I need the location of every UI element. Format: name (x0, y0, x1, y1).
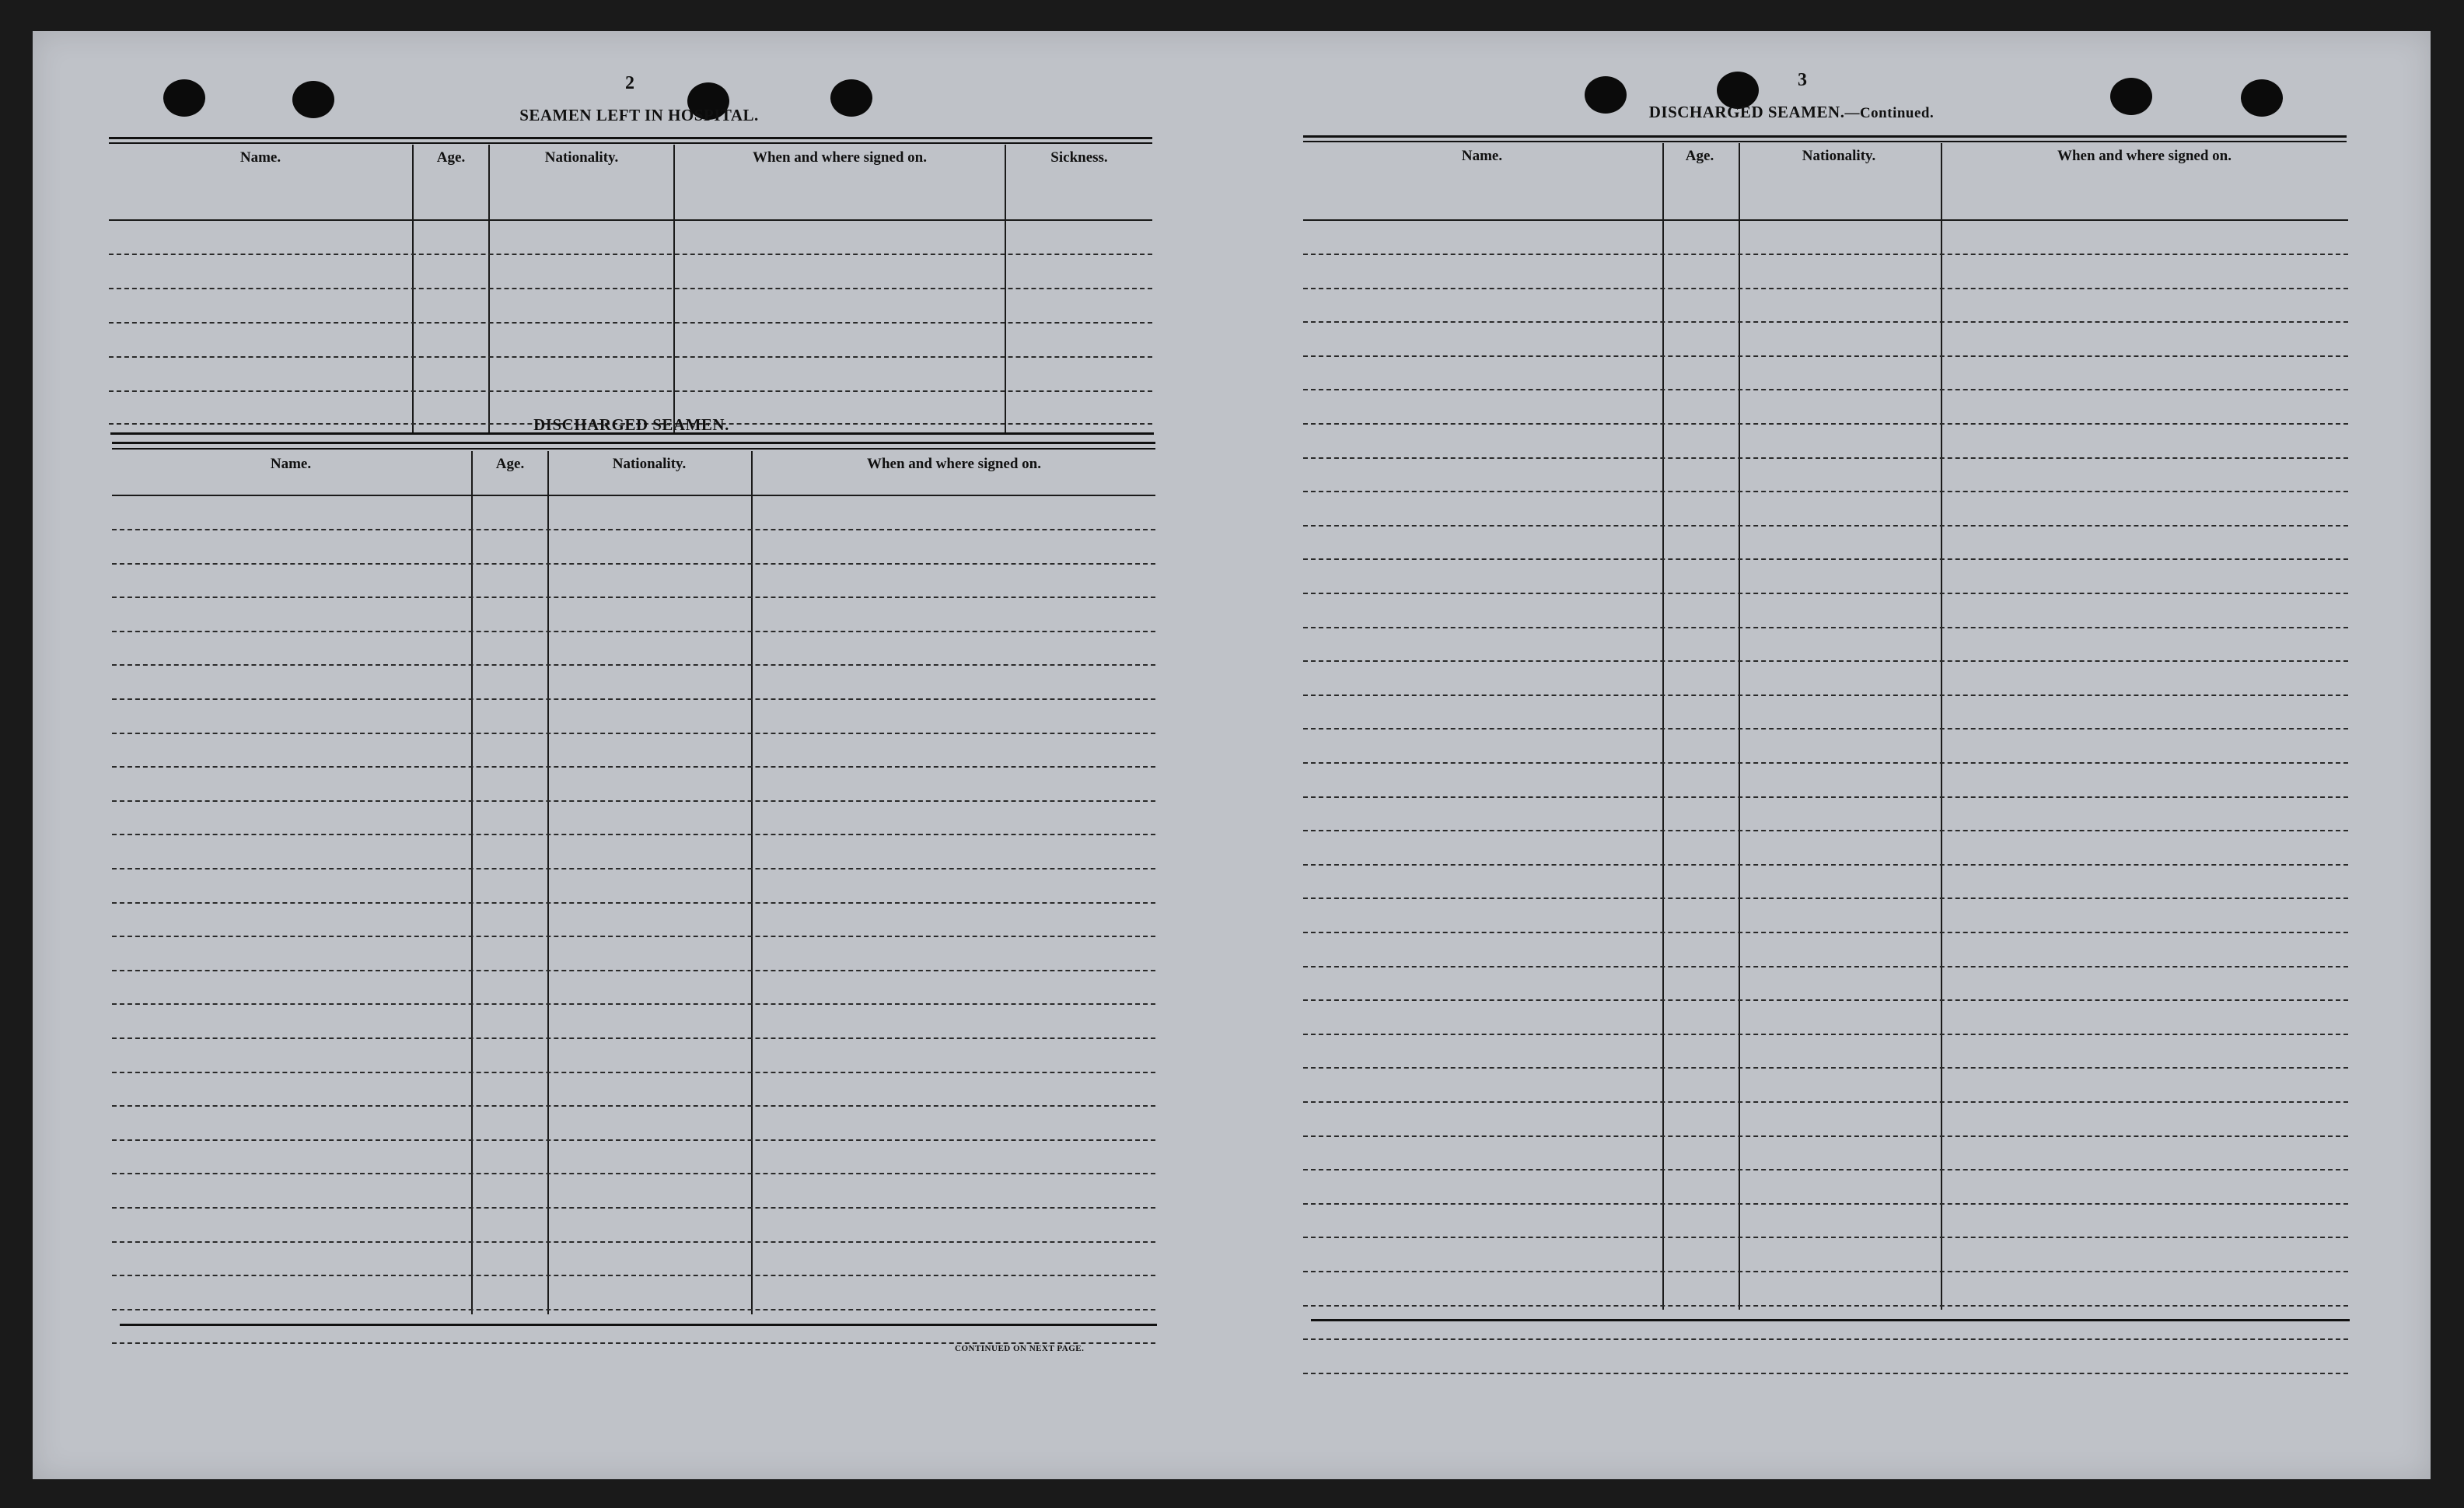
table-row (1303, 1169, 2348, 1170)
col-header-age: Age. (495, 456, 525, 472)
table-row (112, 800, 1155, 802)
table-row (1303, 1203, 2348, 1205)
table-row (112, 1275, 1155, 1276)
table-row (112, 1105, 1155, 1107)
table-row (1303, 728, 2348, 730)
table-row (1303, 864, 2348, 866)
table-row (112, 597, 1155, 598)
table-row (112, 1003, 1155, 1005)
table-row (112, 1072, 1155, 1073)
bottom-rule (1311, 1319, 2350, 1321)
section-rule (112, 448, 1155, 450)
col-header-when-where: When and where signed on. (2057, 148, 2232, 164)
table-row (112, 868, 1155, 869)
table-row (112, 698, 1155, 700)
table-row (1303, 389, 2348, 390)
table-row (1303, 423, 2348, 425)
col-header-name: Name. (239, 149, 281, 166)
table-row (112, 529, 1155, 530)
section-rule (112, 442, 1155, 444)
table-row (1303, 627, 2348, 628)
table-row (1303, 1373, 2348, 1374)
col-header-nationality: Nationality. (1802, 148, 1876, 164)
hospital-table (109, 145, 1152, 432)
col-header-when-where: When and where signed on. (752, 149, 927, 166)
table-row (1303, 321, 2348, 323)
table-row (1303, 966, 2348, 967)
col-header-nationality: Nationality. (612, 456, 687, 472)
header-underline (112, 495, 1155, 496)
column-divider (471, 451, 473, 1314)
table-row (112, 1139, 1155, 1141)
page-number: 3 (1798, 70, 1807, 90)
table-row (1303, 1237, 2348, 1238)
continued-note: CONTINUED ON NEXT PAGE. (955, 1344, 1085, 1353)
table-row (1303, 254, 2348, 255)
hospital-section-title: SEAMEN LEFT IN HOSPITAL. (519, 106, 759, 124)
table-row (112, 563, 1155, 565)
table-row (1303, 1034, 2348, 1035)
table-row (1303, 1305, 2348, 1307)
discharged-section-title: DISCHARGED SEAMEN. (533, 415, 729, 434)
header-underline (109, 219, 1152, 221)
table-row (109, 390, 1152, 392)
top-rule (1303, 141, 2347, 142)
document-sheet (33, 31, 2431, 1479)
table-row (112, 1241, 1155, 1243)
table-row (112, 631, 1155, 632)
table-row (1303, 1067, 2348, 1069)
col-header-name: Name. (1461, 148, 1503, 164)
table-row (1303, 558, 2348, 560)
top-rule (1303, 135, 2347, 138)
table-row (1303, 457, 2348, 459)
table-row (112, 664, 1155, 666)
table-row (1303, 762, 2348, 764)
table-row (1303, 932, 2348, 933)
table-row (1303, 491, 2348, 492)
table-row (1303, 897, 2348, 899)
title-suffix: —Continued. (1844, 105, 1935, 121)
table-row (112, 936, 1155, 937)
column-divider (547, 451, 549, 1314)
discharged-continued-title (1613, 103, 1970, 122)
table-row (1303, 1101, 2348, 1103)
header-underline (1303, 219, 2348, 221)
table-row (112, 766, 1155, 768)
table-row (1303, 1271, 2348, 1272)
top-rule (109, 142, 1152, 144)
table-row (1303, 525, 2348, 527)
left-page (33, 31, 1232, 1479)
table-row (112, 1207, 1155, 1209)
table-row (112, 1309, 1155, 1310)
table-row (112, 733, 1155, 734)
table-row (1303, 355, 2348, 357)
table-row (1303, 593, 2348, 594)
col-header-sickness: Sickness. (1050, 149, 1108, 166)
table-row (1303, 695, 2348, 696)
table-row (1303, 660, 2348, 662)
discharged-table (112, 451, 1155, 1314)
table-row (109, 288, 1152, 289)
page-number: 2 (625, 73, 634, 93)
table-row (109, 356, 1152, 358)
right-page (1232, 31, 2431, 1479)
table-row (112, 1037, 1155, 1039)
table-row (112, 1173, 1155, 1174)
title-main: DISCHARGED SEAMEN. (1648, 103, 1845, 121)
table-row (1303, 999, 2348, 1001)
col-header-age: Age. (436, 149, 466, 166)
table-row (1303, 830, 2348, 831)
col-header-when-where: When and where signed on. (866, 456, 1041, 472)
bottom-rule (120, 1324, 1157, 1326)
col-header-age: Age. (1685, 148, 1714, 164)
table-row (112, 834, 1155, 835)
table-row (1303, 1135, 2348, 1137)
col-header-name: Name. (270, 456, 312, 472)
col-header-nationality: Nationality. (544, 149, 619, 166)
table-row (112, 902, 1155, 904)
discharged-continued-table (1303, 143, 2348, 1310)
top-rule (109, 137, 1152, 139)
table-row (1303, 288, 2348, 289)
table-row (1303, 1338, 2348, 1340)
table-row (109, 322, 1152, 324)
column-divider (751, 451, 753, 1314)
table-row (109, 254, 1152, 255)
table-row (112, 970, 1155, 971)
table-row (1303, 796, 2348, 798)
